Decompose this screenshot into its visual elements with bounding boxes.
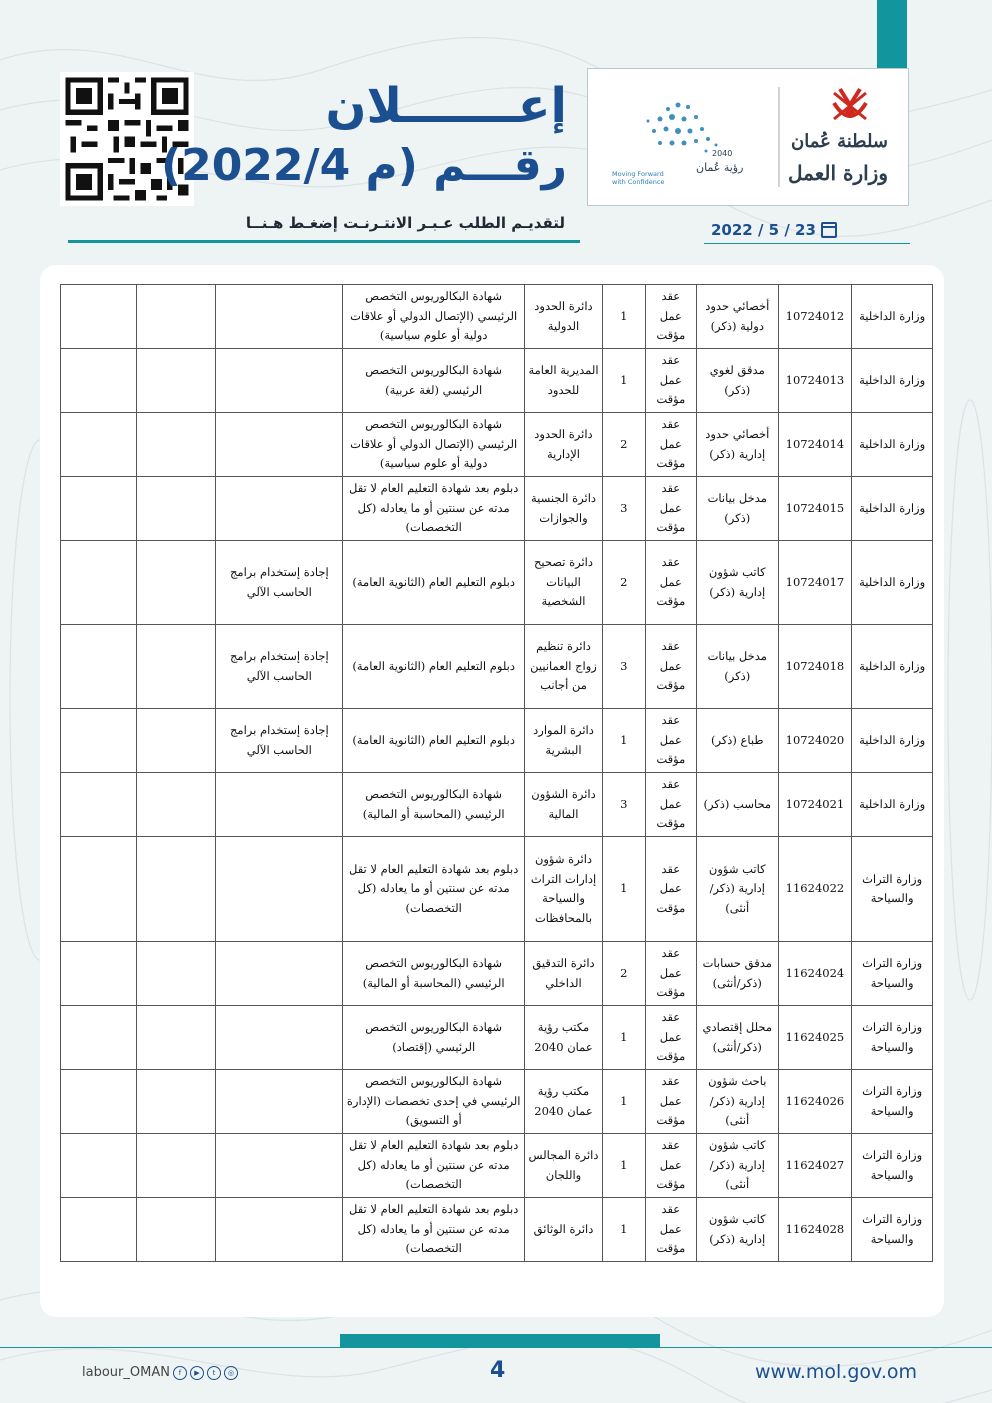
facebook-icon[interactable]: f [173,1366,187,1380]
instagram-icon[interactable]: ◎ [224,1366,238,1380]
table-row [61,1198,933,1262]
table-row [61,837,933,942]
department-cell: دائرة الشؤون المالية [525,773,603,837]
extra-cell-2 [61,413,137,477]
vacancies-cell: 2 [602,942,645,1006]
job-title-cell: كاتب شؤون إدارية (ذكر) [696,1198,778,1262]
vacancies-cell: 1 [602,349,645,413]
job-title-cell: أخصائي حدود دولية (ذكر) [696,285,778,349]
requirements-cell: إجادة إستخدام برامج الحاسب الآلي [216,709,343,773]
job-code-cell: 10724017 [778,541,852,625]
vision-label: رؤية عُمان [696,161,744,174]
job-code-cell: 10724021 [778,773,852,837]
contract-type-cell: عقد عمل مؤقت [645,541,696,625]
job-title-cell: محاسب (ذكر) [696,773,778,837]
qualification-cell: دبلوم التعليم العام (الثانوية العامة) [343,541,525,625]
extra-cell-1 [136,413,216,477]
date-text: 2022 / 5 / 23 [711,221,816,239]
table-row [61,541,933,625]
extra-cell-2 [61,709,137,773]
contract-type-cell: عقد عمل مؤقت [645,1134,696,1198]
extra-cell-2 [61,942,137,1006]
job-title-cell: كاتب شؤون إدارية (ذكر) [696,541,778,625]
extra-cell-1 [136,1070,216,1134]
extra-cell-1 [136,837,216,942]
vision-tagline-2: with Confidence [612,178,665,186]
ministry-cell: وزارة التراث والسياحة [852,1070,933,1134]
date-underline [704,243,910,244]
job-code-cell: 11624026 [778,1070,852,1134]
extra-cell-1 [136,285,216,349]
extra-cell-1 [136,477,216,541]
extra-cell-2 [61,1070,137,1134]
extra-cell-2 [61,541,137,625]
table-row [61,1070,933,1134]
ministry-cell: وزارة التراث والسياحة [852,1134,933,1198]
table-row [61,477,933,541]
vision-tagline-1: Moving Forward [612,170,664,178]
qualification-cell: دبلوم بعد شهادة التعليم العام لا تقل مدته عن سنتين أو ما يعادله (كل التخصصات) [343,477,525,541]
extra-cell-2 [61,477,137,541]
apply-link-underline [68,240,580,243]
job-code-cell: 11624025 [778,1006,852,1070]
job-title-cell: كاتب شؤون إدارية (ذكر/ أنثى) [696,837,778,942]
department-cell: دائرة التدقيق الداخلي [525,942,603,1006]
job-title-cell: أخصائي حدود إدارية (ذكر) [696,413,778,477]
contract-type-cell: عقد عمل مؤقت [645,837,696,942]
extra-cell-2 [61,837,137,942]
youtube-icon[interactable]: ▶ [190,1366,204,1380]
requirements-cell [216,477,343,541]
job-code-cell: 10724013 [778,349,852,413]
table-row [61,285,933,349]
contract-type-cell: عقد عمل مؤقت [645,413,696,477]
ministry-cell: وزارة التراث والسياحة [852,942,933,1006]
social-handle-text: labour_OMAN [82,1365,170,1380]
vacancies-cell: 1 [602,1070,645,1134]
extra-cell-1 [136,773,216,837]
qualification-cell: شهادة البكالوريوس التخصص الرئيسي (الإتصال الدولي أو علاقات دولية أو علوم سياسية) [343,413,525,477]
extra-cell-1 [136,1134,216,1198]
department-cell: دائرة الجنسية والجوازات [525,477,603,541]
vacancies-cell: 2 [602,413,645,477]
requirements-cell [216,1006,343,1070]
extra-cell-2 [61,1134,137,1198]
job-code-cell: 11624024 [778,942,852,1006]
department-cell: دائرة الموارد البشرية [525,709,603,773]
requirements-cell [216,1070,343,1134]
contract-type-cell: عقد عمل مؤقت [645,285,696,349]
requirements-cell [216,285,343,349]
extra-cell-2 [61,1198,137,1262]
vacancies-cell: 3 [602,625,645,709]
qualification-cell: شهادة البكالوريوس التخصص الرئيسي (الإتصال الدولي أو علاقات دولية أو علوم سياسية) [343,285,525,349]
job-title-cell: كاتب شؤون إدارية (ذكر/ أنثى) [696,1134,778,1198]
brand-accent-bar [877,0,907,68]
table-row [61,413,933,477]
department-cell: دائرة الحدود الدولية [525,285,603,349]
requirements-cell [216,349,343,413]
announcement-number: رقـــم (م 2022/4) [160,140,567,191]
vacancies-cell: 3 [602,773,645,837]
contract-type-cell: عقد عمل مؤقت [645,477,696,541]
contract-type-cell: عقد عمل مؤقت [645,1198,696,1262]
extra-cell-1 [136,349,216,413]
calendar-icon [821,222,837,238]
announcement-date [711,221,837,239]
table-row [61,1006,933,1070]
requirements-cell [216,1134,343,1198]
table-row [61,1134,933,1198]
ministry-cell: وزارة التراث والسياحة [852,1198,933,1262]
table-row [61,349,933,413]
extra-cell-1 [136,1006,216,1070]
extra-cell-2 [61,625,137,709]
job-title-cell: باحث شؤون إدارية (ذكر/ أنثى) [696,1070,778,1134]
vacancies-cell: 1 [602,1006,645,1070]
ministry-cell: وزارة الداخلية [852,477,933,541]
extra-cell-1 [136,1198,216,1262]
requirements-cell [216,413,343,477]
ministry-cell: وزارة التراث والسياحة [852,837,933,942]
qualification-cell: شهادة البكالوريوس التخصص الرئيسي في إحدى تخصصات (الإدارة أو التسويق) [343,1070,525,1134]
ministry-cell: وزارة الداخلية [852,709,933,773]
ministry-name-line2: وزارة العمل [788,161,888,185]
job-code-cell: 10724012 [778,285,852,349]
extra-cell-2 [61,1006,137,1070]
extra-cell-1 [136,942,216,1006]
ministry-cell: وزارة الداخلية [852,625,933,709]
job-title-cell: مدخل بيانات (ذكر) [696,477,778,541]
apply-online-link[interactable]: لتقديـم الطلب عـبـر الانتـرنـت إضغـط هـنــا [245,214,565,232]
extra-cell-2 [61,773,137,837]
ministry-name-line1: سلطنة عُمان [790,131,888,152]
social-handle[interactable] [82,1365,238,1380]
jobs-table [60,284,933,1262]
extra-cell-1 [136,709,216,773]
extra-cell-1 [136,541,216,625]
table-row [61,709,933,773]
contract-type-cell: عقد عمل مؤقت [645,1006,696,1070]
job-code-cell: 11624027 [778,1134,852,1198]
vacancies-cell: 2 [602,541,645,625]
requirements-cell [216,837,343,942]
table-row [61,773,933,837]
twitter-icon[interactable]: t [207,1366,221,1380]
qualification-cell: شهادة البكالوريوس التخصص الرئيسي (المحاسبة أو المالية) [343,773,525,837]
job-code-cell: 10724020 [778,709,852,773]
department-cell: دائرة شؤون إدارات التراث والسياحة بالمحافظات [525,837,603,942]
qualification-cell: دبلوم التعليم العام (الثانوية العامة) [343,625,525,709]
job-title-cell: محلل إقتصادي (ذكر/أنثى) [696,1006,778,1070]
ministry-cell: وزارة التراث والسياحة [852,1006,933,1070]
contract-type-cell: عقد عمل مؤقت [645,1070,696,1134]
vacancies-cell: 1 [602,709,645,773]
department-cell: مكتب رؤية عمان 2040 [525,1070,603,1134]
contract-type-cell: عقد عمل مؤقت [645,773,696,837]
vision-2040-dots-icon [647,103,718,153]
qualification-cell: شهادة البكالوريوس التخصص الرئيسي (إقتصاد) [343,1006,525,1070]
department-cell: المديرية العامة للحدود [525,349,603,413]
department-cell: مكتب رؤية عمان 2040 [525,1006,603,1070]
job-title-cell: مدقق حسابات (ذكر/أنثى) [696,942,778,1006]
job-code-cell: 10724015 [778,477,852,541]
job-code-cell: 10724018 [778,625,852,709]
job-title-cell: طباع (ذكر) [696,709,778,773]
ministry-cell: وزارة الداخلية [852,541,933,625]
table-row [61,942,933,1006]
vacancies-cell: 1 [602,285,645,349]
qualification-cell: دبلوم بعد شهادة التعليم العام لا تقل مدته عن سنتين أو ما يعادله (كل التخصصات) [343,837,525,942]
requirements-cell: إجادة إستخدام برامج الحاسب الآلي [216,541,343,625]
vacancies-cell: 1 [602,1134,645,1198]
ministry-cell: وزارة الداخلية [852,285,933,349]
announcement-title: إعـــــــلان [325,78,567,134]
contract-type-cell: عقد عمل مؤقت [645,349,696,413]
contract-type-cell: عقد عمل مؤقت [645,942,696,1006]
contract-type-cell: عقد عمل مؤقت [645,625,696,709]
job-code-cell: 11624028 [778,1198,852,1262]
department-cell: دائرة الوثائق [525,1198,603,1262]
vacancies-cell: 1 [602,1198,645,1262]
job-title-cell: مدخل بيانات (ذكر) [696,625,778,709]
requirements-cell: إجادة إستخدام برامج الحاسب الآلي [216,625,343,709]
ministry-logo-panel [587,68,909,206]
ministry-cell: وزارة الداخلية [852,349,933,413]
department-cell: دائرة الحدود الإدارية [525,413,603,477]
qualification-cell: دبلوم بعد شهادة التعليم العام لا تقل مدته عن سنتين أو ما يعادله (كل التخصصات) [343,1198,525,1262]
requirements-cell [216,942,343,1006]
vision-year: 2040 [712,149,733,158]
extra-cell-2 [61,349,137,413]
department-cell: دائرة المجالس واللجان [525,1134,603,1198]
footer-divider [0,1347,992,1348]
job-code-cell: 11624022 [778,837,852,942]
ministry-cell: وزارة الداخلية [852,413,933,477]
extra-cell-1 [136,625,216,709]
table-row [61,625,933,709]
vacancies-cell: 3 [602,477,645,541]
qualification-cell: شهادة البكالوريوس التخصص الرئيسي (المحاسبة أو المالية) [343,942,525,1006]
qualification-cell: دبلوم بعد شهادة التعليم العام لا تقل مدته عن سنتين أو ما يعادله (كل التخصصات) [343,1134,525,1198]
page-number: 4 [490,1358,506,1383]
qualification-cell: شهادة البكالوريوس التخصص الرئيسي (لغة عربية) [343,349,525,413]
ministry-cell: وزارة الداخلية [852,773,933,837]
requirements-cell [216,1198,343,1262]
department-cell: دائرة تصحيح البيانات الشخصية [525,541,603,625]
vacancies-cell: 1 [602,837,645,942]
requirements-cell [216,773,343,837]
extra-cell-2 [61,285,137,349]
footer-accent-bar [340,1334,660,1348]
contract-type-cell: عقد عمل مؤقت [645,709,696,773]
department-cell: دائرة تنظيم زواج العمانيين من أجانب [525,625,603,709]
website-link[interactable]: www.mol.gov.om [755,1361,917,1383]
qualification-cell: دبلوم التعليم العام (الثانوية العامة) [343,709,525,773]
oman-emblem-icon [834,89,866,119]
job-code-cell: 10724014 [778,413,852,477]
job-title-cell: مدقق لغوي (ذكر) [696,349,778,413]
